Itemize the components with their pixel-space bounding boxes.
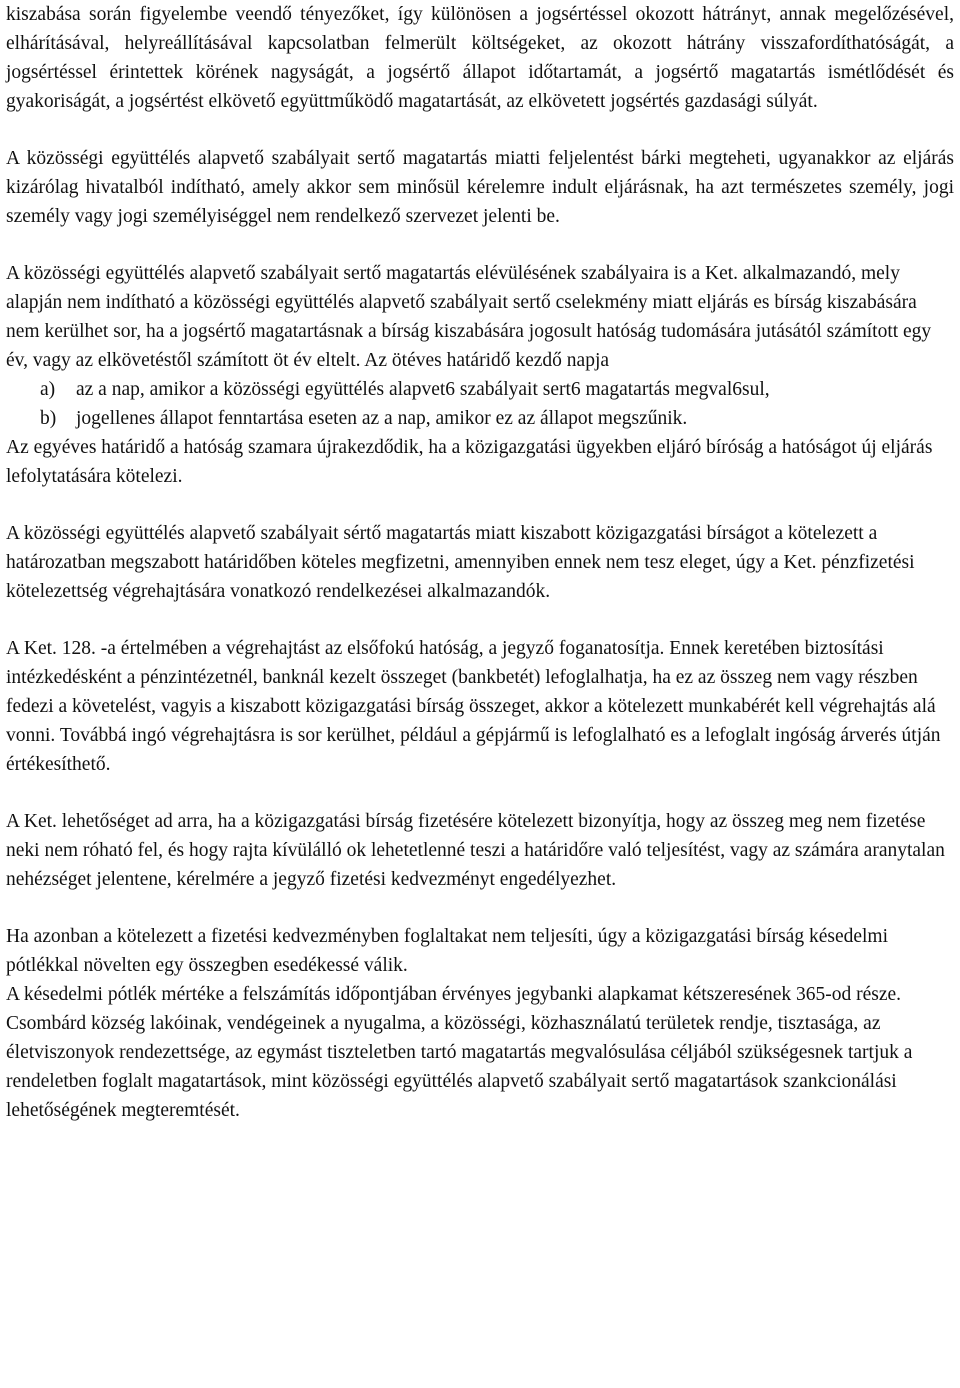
list-item <box>6 404 954 433</box>
paragraph-restart-deadline: Az egyéves határidő a hatóság szamara újrakezdődik, ha a közigazgatási ügyekben eljáró bíróság a hatóságot új eljárás lefolytatására kötelezi. <box>6 437 933 487</box>
paragraph-limitation: A közösségi együttélés alapvető szabályait sertő magatartás elévülésének szabályaira is a Ket. alkalmazandó, mely alapján nem indítható a közösségi együttélés alapvető szabályait sertő cselekmény miatt eljárás es bírság kiszabására nem kerülhet sor, ha a jogsértő magatartásnak a bírság kiszabására jogosult hatóság tudomására jutásától számított egy év, vagy az elkövetéstől számított öt év eltelt. Az ötéves határidő kezdő napja <box>6 263 932 371</box>
paragraph-payment-relief: A Ket. lehetőséget ad arra, ha a közigazgatási bírság fizetésére kötelezett bizonyítja, hogy az összeg meg nem fizetése neki nem róható fel, és hogy rajta kívülálló ok lehetetlenné teszi a határidőre való teljesítést, vagy az számára aranytalan nehézséget jelentene, kérelmére a jegyző fizetési kedvezményt engedélyezhet. <box>6 811 945 890</box>
list-marker: b) <box>40 408 57 429</box>
list-item-text: az a nap, amikor a közösségi együttélés alapvet6 szabályait sert6 magatartás megval6sul, <box>76 379 770 400</box>
paragraph-purpose: Csombárd község lakóinak, vendégeinek a nyugalma, a közösségi, közhasználatú területek rendje, tisztasága, az életviszonyok rendezettsége, az egymást tiszteletben tartó magatartás megvalósulása céljából szükségesnek tartjuk a rendeletben foglalt magatartások, mint közösségi együttélés alapvető szabályait sertő magatartások szankcionálási lehetőségének megteremtését. <box>6 1013 913 1121</box>
paragraph-late-fee: Ha azonban a kötelezett a fizetési kedvezményben foglaltakat nem teljesíti, úgy a közigazgatási bírság késedelmi pótlékkal növelten egy összegben esedékessé válik. <box>6 926 889 976</box>
limitation-start-list <box>6 375 954 433</box>
paragraph-late-fee-rate: A késedelmi pótlék mértéke a felszámítás időpontjában érvényes jegybanki alapkamat kétszeresének 365-od része. <box>6 984 902 1005</box>
list-item-text: jogellenes állapot fenntartása eseten az a nap, amikor ez az állapot megszűnik. <box>76 408 688 429</box>
list-item <box>6 375 954 404</box>
paragraph-fine-factors: kiszabása során figyelembe veendő tényezőket, így különösen a jogsértéssel okozott hátrányt, annak megelőzésével, elhárításával, helyreállításával kapcsolatban felmerült költségeket, az okozott hátrány visszafordíthatóságát, a jogsértéssel érintettek körének nagyságát, a jogsértő állapot időtartamát, a jogsértő magatartás ismétlődését és gyakoriságát, a jogsértést elkövető együttműködő magatartását, az elkövetett jogsértés gazdasági súlyát. <box>6 4 954 112</box>
paragraph-enforcement: A Ket. 128. -a értelmében a végrehajtást az elsőfokú hatóság, a jegyző foganatosítja. Ennek keretében biztosítási intézkedésként a pénzintézetnél, banknál kezelt összeget (bankbetét) lefoglalhatja, ha ez az összeg nem vagy részben fedezi a követelést, vagyis a kiszabott közigazgatási bírság összeget, akkor a kötelezett munkabérét kell végrehajtás alá vonni. Továbbá ingó végrehajtásra is sor kerülhet, például a gépjármű is lefoglalható es a lefoglalt ingóság árverés útján értékesíthető. <box>6 638 941 775</box>
list-marker: a) <box>40 379 56 400</box>
paragraph-complaint: A közösségi együttélés alapvető szabályait sertő magatartás miatti feljelentést bárki megteheti, ugyanakkor az eljárás kizárólag hivatalból indítható, amely akkor sem minősül kérelemre indult eljárásnak, ha azt természetes személy, jogi személy vagy jogi személyiséggel nem rendelkező szervezet jelenti be. <box>6 148 954 227</box>
paragraph-fine-payment: A közösségi együttélés alapvető szabályait sértő magatartás miatt kiszabott közigazgatási bírságot a kötelezett a határozatban megszabott határidőben köteles megfizetni, amennyiben ennek nem tesz eleget, úgy a Ket. pénzfizetési kötelezettség végrehajtására vonatkozó rendelkezései alkalmazandók. <box>6 523 915 602</box>
